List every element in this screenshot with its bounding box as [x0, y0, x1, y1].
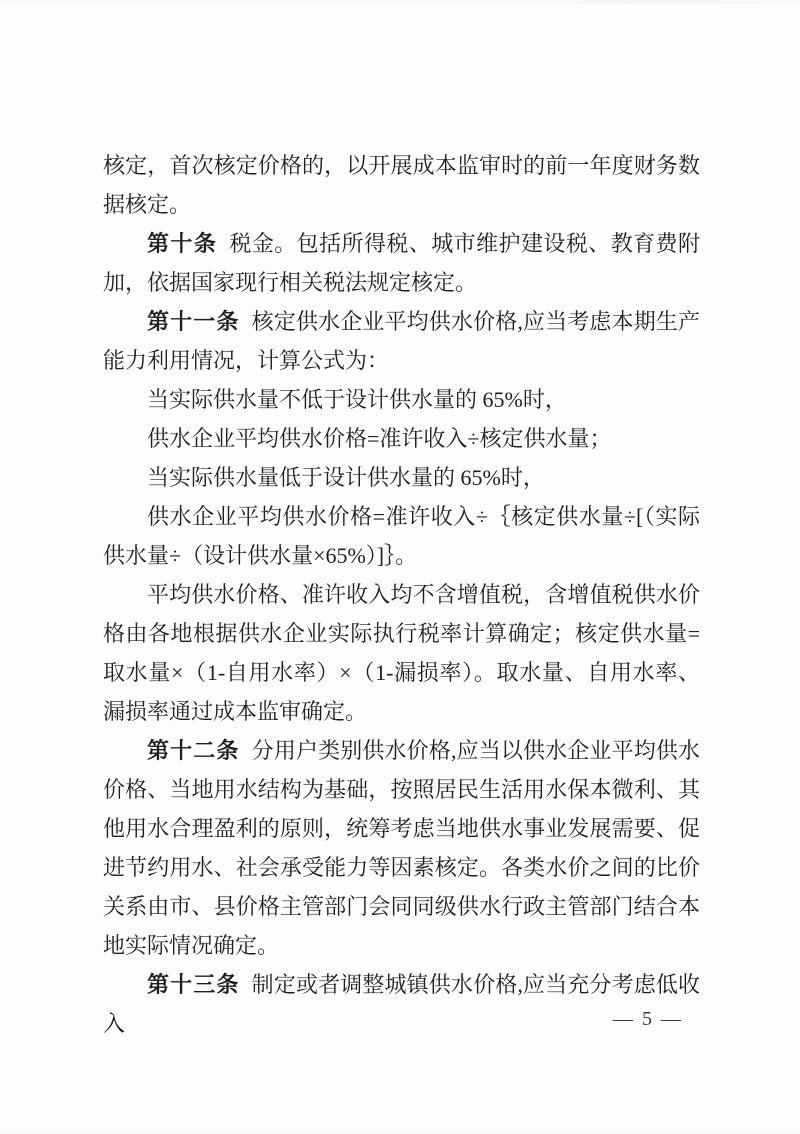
formula-condition-1 — [103, 380, 700, 419]
article-11-term: 第十一条 — [147, 309, 240, 334]
formula-condition-2 — [103, 458, 700, 497]
paragraph-text: 当实际供水量低于设计供水量的 65%时， — [147, 465, 545, 490]
article-13-paragraph — [103, 965, 700, 1043]
paragraph-text: 核定供水企业平均供水价格,应当考虑本期生产能力利用情况，计算公式为： — [103, 309, 700, 373]
article-10-paragraph — [103, 224, 700, 302]
formula-2 — [103, 497, 700, 575]
paragraph-continuation — [103, 146, 700, 224]
scan-artifact-top — [0, 0, 800, 4]
article-10-term: 第十条 — [147, 231, 218, 256]
article-12-paragraph — [103, 731, 700, 965]
tax-notes-paragraph — [103, 575, 700, 731]
paragraph-text: 分用户类别供水价格,应当以供水企业平均供水价格、当地用水结构为基础，按照居民生活用水保本微利、其他用水合理盈利的原则，统筹考虑当地供水事业发展需要、促进节约用水、社会承受能力等因素核定。各类水价之间的比价关系由市、县价格主管部门会同同级供水行政主管部门结合本地实际情况确定。 — [103, 738, 700, 958]
paragraph-text: 制定或者调整城镇供水价格,应当充分考虑低收入 — [103, 972, 700, 1036]
paragraph-text: 税金。包括所得税、城市维护建设税、教育费附加，依据国家现行相关税法规定核定。 — [103, 231, 700, 295]
paragraph-text: 供水企业平均供水价格=准许收入÷｛核定供水量÷[（实际供水量÷（设计供水量×65%）]｝。 — [103, 504, 700, 568]
article-12-term: 第十二条 — [147, 738, 240, 763]
paragraph-text: 当实际供水量不低于设计供水量的 65%时， — [147, 387, 567, 412]
document-body — [103, 146, 700, 1043]
paragraph-text: 核定，首次核定价格的，以开展成本监审时的前一年度财务数据核定。 — [103, 153, 700, 217]
formula-1 — [103, 419, 700, 458]
paragraph-text: 供水企业平均供水价格=准许收入÷核定供水量； — [147, 426, 612, 451]
page-number: — 5 — — [613, 1008, 683, 1030]
paragraph-text: 平均供水价格、准许收入均不含增值税，含增值税供水价格由各地根据供水企业实际执行税率计算确定；核定供水量=取水量×（1-自用水率）×（1-漏损率）。取水量、自用水率、漏损率通过成本监审确定。 — [103, 582, 700, 724]
article-11-paragraph — [103, 302, 700, 380]
article-13-term: 第十三条 — [147, 972, 240, 997]
